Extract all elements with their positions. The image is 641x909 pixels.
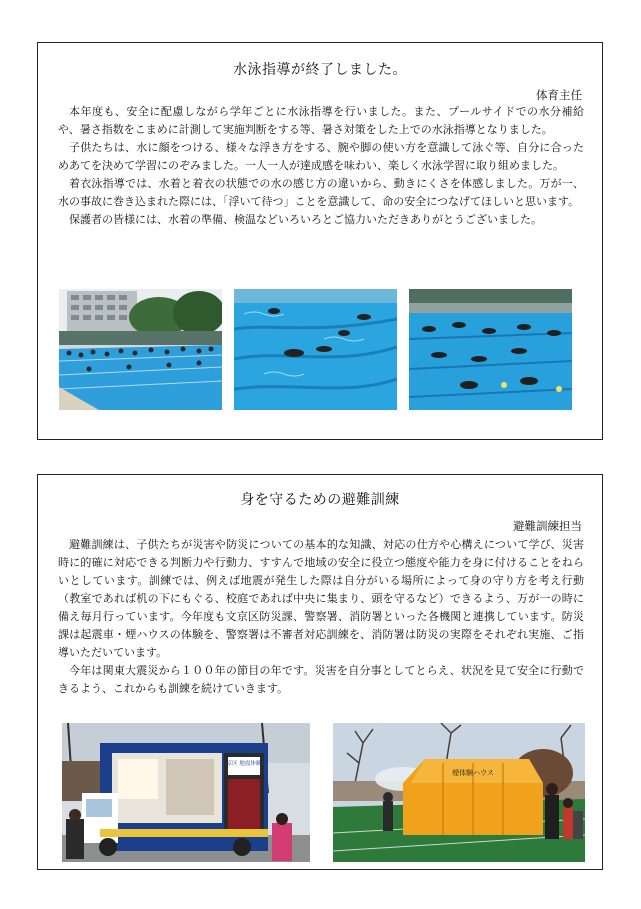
drill-body [58, 536, 584, 698]
drill-title: 身を守るための避難訓練 [240, 492, 400, 508]
pool-photo-class [409, 289, 572, 410]
swim-title: 水泳指導が終了しました。 [233, 62, 407, 78]
quake-truck-photo [62, 723, 310, 862]
drill-article [37, 474, 603, 870]
swim-author: 体育主任 [536, 88, 582, 102]
swim-article [37, 42, 603, 440]
drill-paragraph-1: 避難訓練は、子供たちが災害や防災についての基本的な知識、対応の仕方や心構えについて学び、災害時に的確に対応できる判断力や行動力、すすんで地域の安全に役立つ態度や能力を身に付けることをねらいとしています。訓練では、例えば地震が発生した際は自分がいる場所によって身の守り方を考え行動（教室であれば机の下にもぐる、校庭であれば中央に集まり、頭を守るなど）できるよう、万が一の時に備え毎月行っています。今年度も文京区防災課、警察署、消防署といった各機関と連携しています。防災課は起震車・煙ハウスの体験を、警察署は不審者対応訓練を、消防署は防災の実際をそれぞれ実施、ご指導いただいています。 [58, 538, 584, 659]
swim-body [58, 103, 584, 229]
tent-sign: 煙体験ハウス [452, 769, 494, 777]
truck-sign: 文京区 地震体験車 [221, 761, 267, 767]
swim-paragraph-3: 着衣泳指導では、水着と着衣の状態での水の感じ方の違いから、動きにくさを体感しました。万が一、水の事故に巻き込まれた際には、「浮いて待つ」ことを意識して、命の安全につなげてほしいと思います。 [58, 177, 584, 208]
pool-photo-swimmers [234, 289, 397, 410]
swim-paragraph-1: 本年度も、安全に配慮しながら学年ごとに水泳指導を行いました。また、プールサイドでの水分補給や、暑さ指数をこまめに計測して実施判断をする等、暑さ対策をした上での水泳指導となりました。 [58, 105, 584, 136]
pool-photo-wide [59, 289, 222, 410]
drill-author: 避難訓練担当 [513, 519, 582, 533]
swim-paragraph-2: 子供たちは、水に顔をつける、様々な浮き方をする、腕や脚の使い方を意識して泳ぐ等、自分に合っためあてを決めて学習にのぞみました。一人一人が達成感を味わい、楽しく水泳学習に取り組めました。 [58, 141, 584, 172]
smoke-house-photo [333, 723, 585, 862]
drill-paragraph-2: 今年は関東大震災から１００年の節目の年です。災害を自分事としてとらえ、状況を見て安全に行動できるよう、これからも訓練を続けていきます。 [58, 664, 584, 695]
swim-paragraph-4: 保護者の皆様には、水着の準備、検温などいろいろとご協力いただきありがとうございました。 [69, 213, 542, 226]
